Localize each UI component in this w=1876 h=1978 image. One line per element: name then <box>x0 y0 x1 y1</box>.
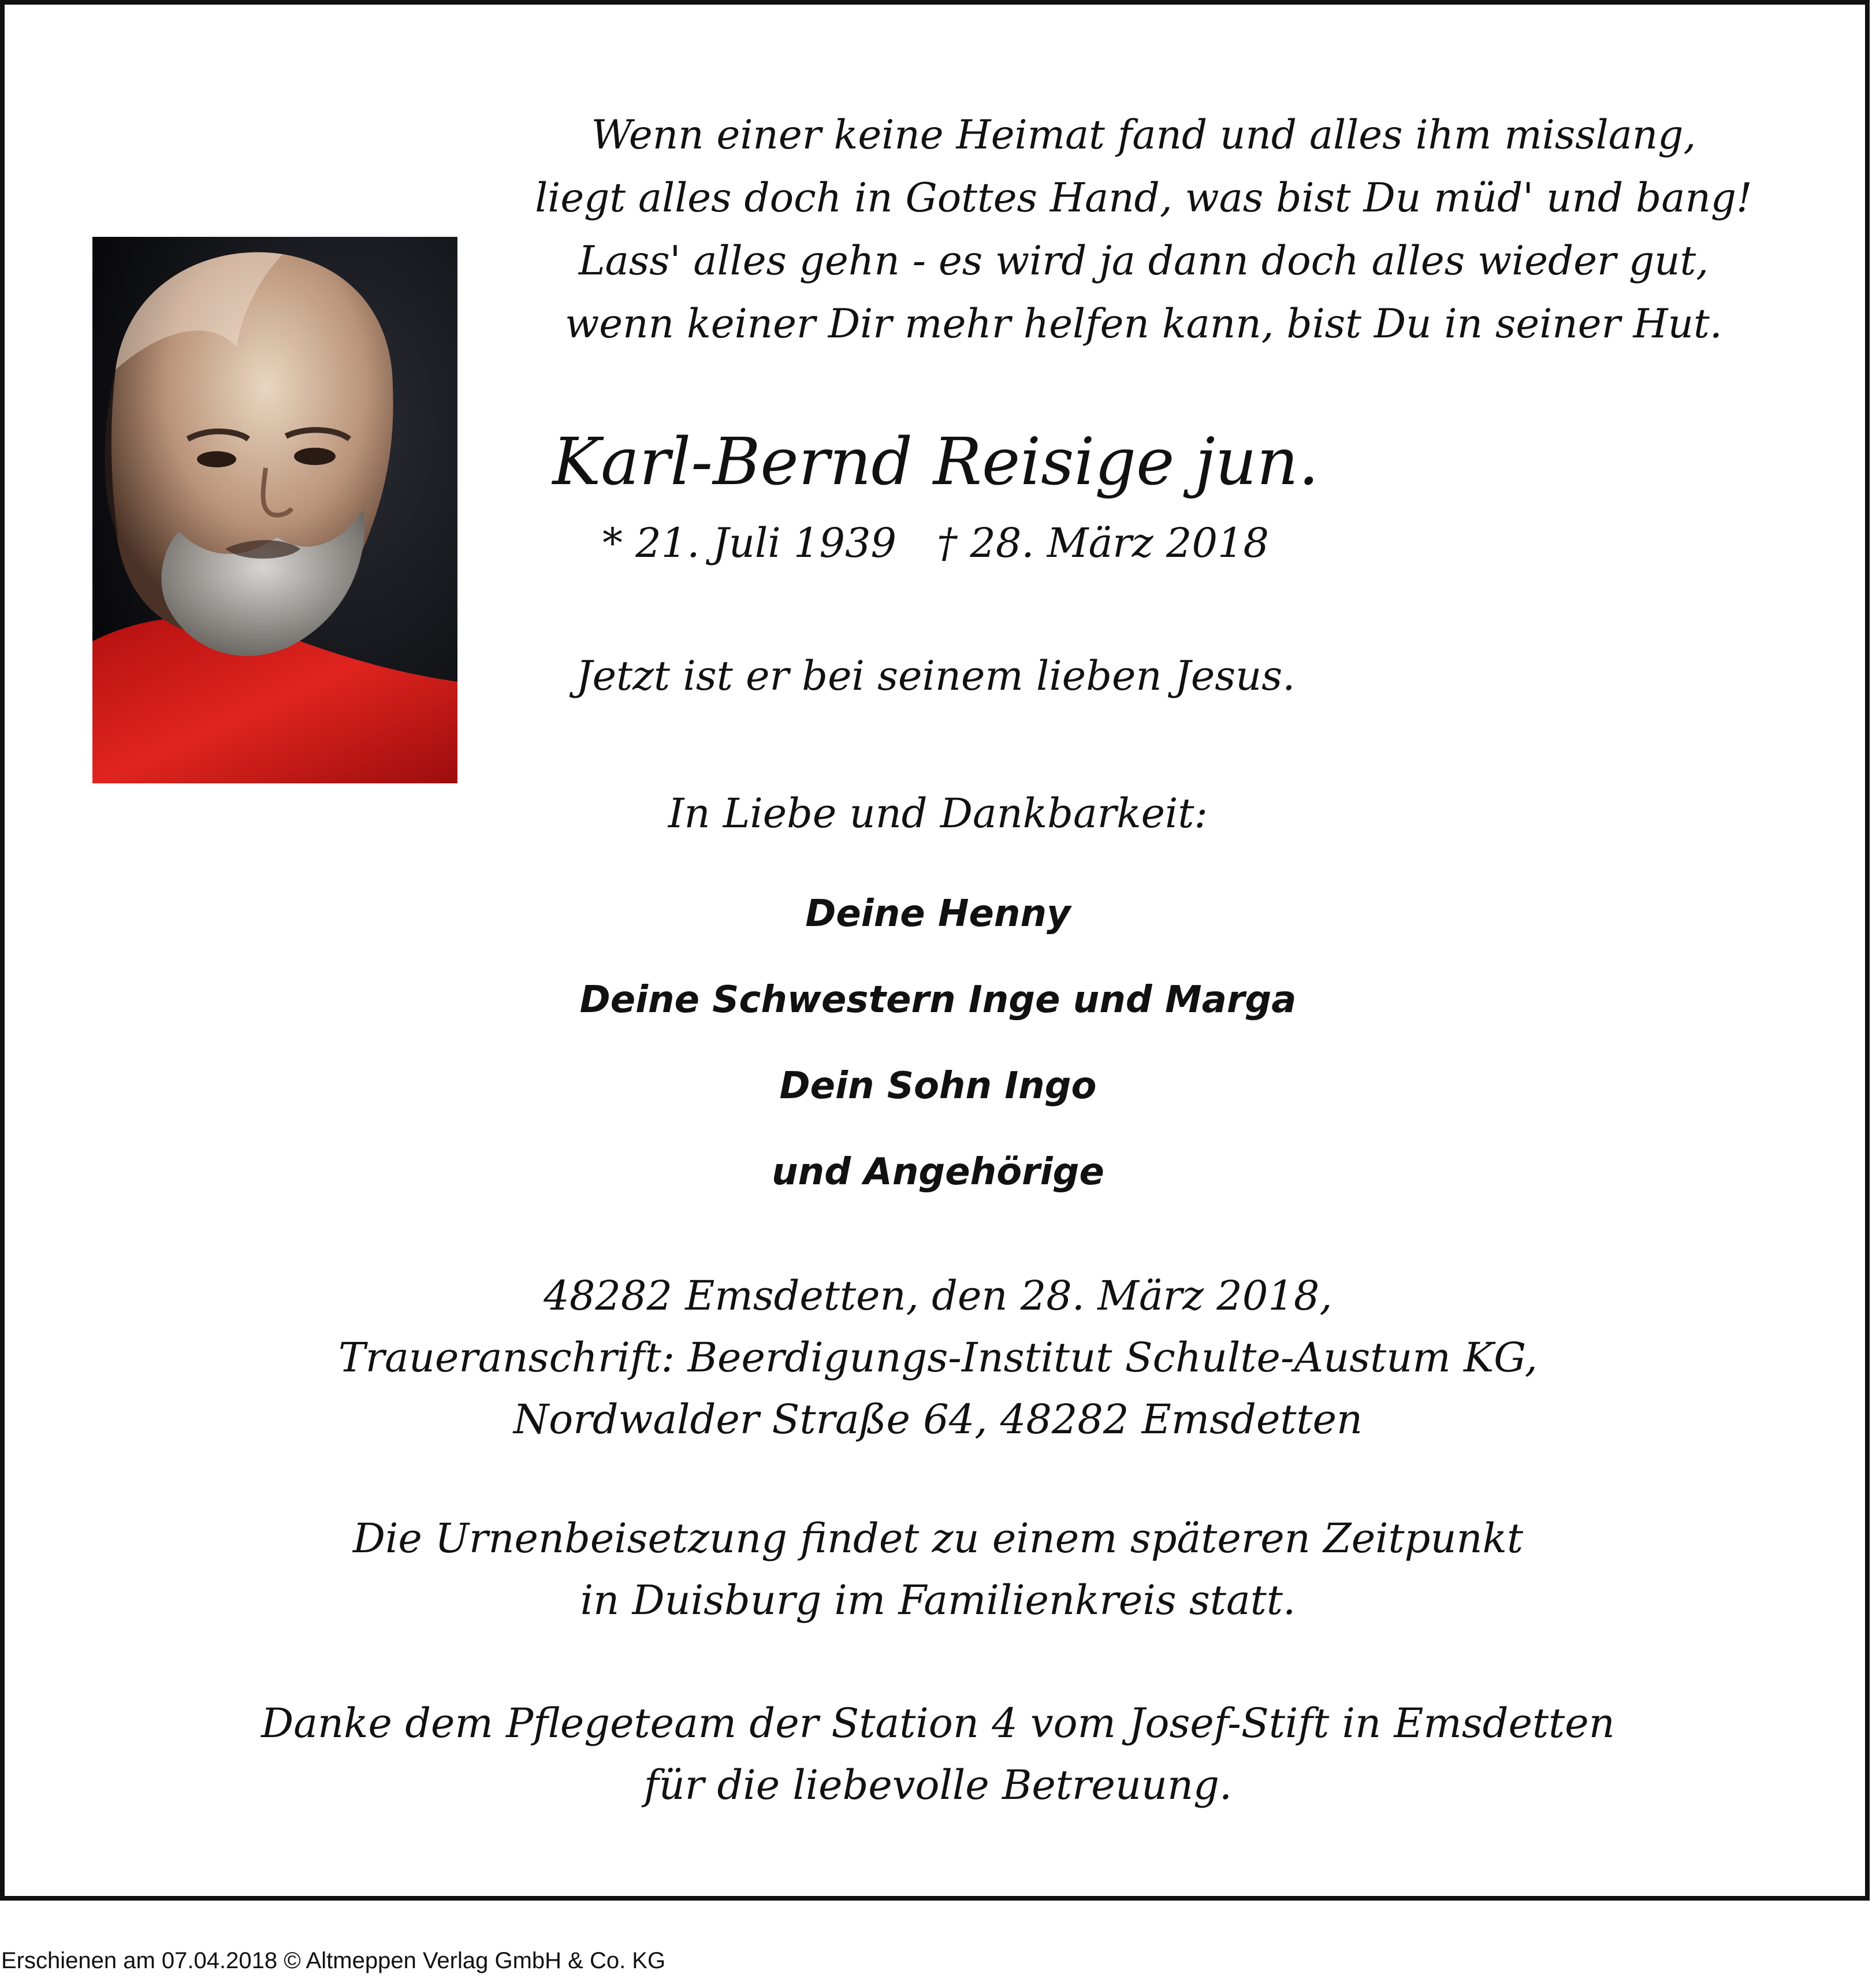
life-dates <box>474 514 1398 572</box>
deceased-name: Karl-Bernd Reisige jun. <box>552 425 1319 500</box>
address-line: Nordwalder Straße 64, 48282 Emsdetten <box>513 1396 1363 1443</box>
address-line: 48282 Emsdetten, den 28. März 2018, <box>544 1272 1332 1319</box>
birth-date: * 21. Juli 1939 <box>602 519 897 567</box>
poem-verse <box>474 104 1814 356</box>
burial-note <box>187 1508 1689 1631</box>
mourners-list <box>187 871 1689 1215</box>
address-line: Traueranschrift: Beerdigungs-Institut Schulte-Austum KG, <box>338 1334 1538 1381</box>
gratitude-note <box>187 1693 1689 1816</box>
portrait-photo <box>92 237 457 783</box>
mourner-name: Dein Sohn Ingo <box>779 1065 1097 1107</box>
burial-line: Die Urnenbeisetzung findet zu einem späteren Zeitpunkt <box>352 1515 1524 1562</box>
mourning-address <box>187 1265 1689 1451</box>
poem-line: Wenn einer keine Heimat fand und alles ihm misslang, <box>591 112 1696 158</box>
gratitude-line: Danke dem Pflegeteam der Station 4 vom Josef-Stift in Emsdetten <box>261 1700 1615 1747</box>
gratitude-line: für die liebevolle Betreuung. <box>643 1761 1233 1809</box>
poem-line: wenn keiner Dir mehr helfen kann, bist Du in seiner Hut. <box>565 301 1722 347</box>
death-date: † 28. März 2018 <box>937 519 1270 567</box>
publication-footer: Erschienen am 07.04.2018 © Altmeppen Verlag GmbH & Co. KG <box>1 1948 666 1973</box>
faith-line: Jetzt ist er bei seinem lieben Jesus. <box>576 652 1296 700</box>
mourner-name: und Angehörige <box>772 1151 1104 1194</box>
mourner-name: Deine Henny <box>805 893 1071 935</box>
poem-line: liegt alles doch in Gottes Hand, was bist Du müd' und bang! <box>535 175 1752 221</box>
burial-line: in Duisburg im Familienkreis statt. <box>580 1577 1296 1624</box>
poem-line: Lass' alles gehn - es wird ja dann doch alles wieder gut, <box>578 238 1709 284</box>
mourners-intro: In Liebe und Dankbarkeit: <box>668 790 1208 837</box>
mourner-name: Deine Schwestern Inge und Marga <box>579 979 1297 1021</box>
